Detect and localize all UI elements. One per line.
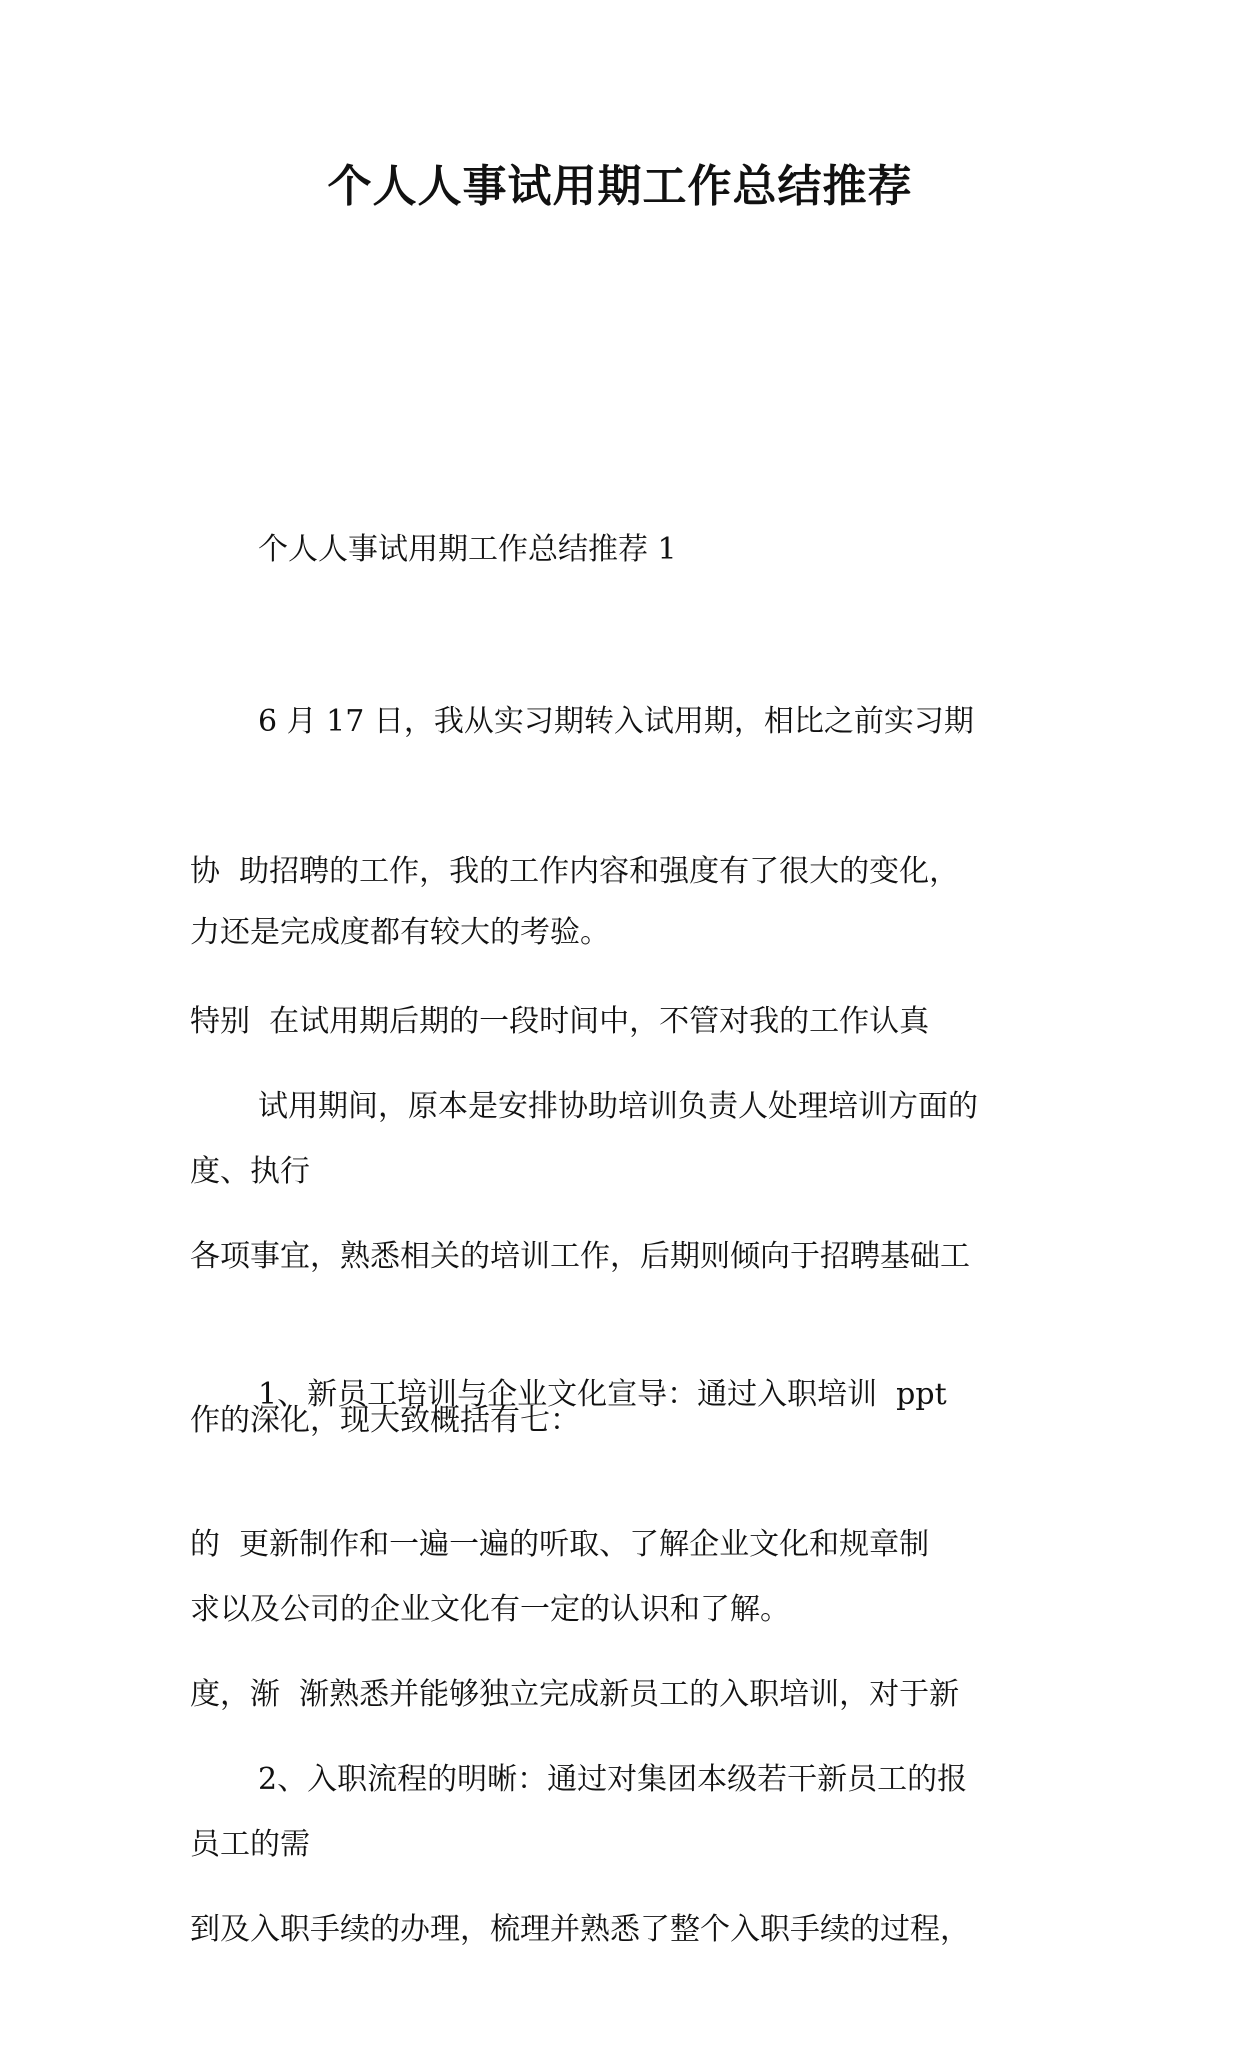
paragraph-line: 的 更新制作和一遍一遍的听取、了解企业文化和规章制	[190, 1527, 930, 1562]
paragraph-line: 2、入职流程的明晰：通过对集团本级若干新员工的报	[258, 1762, 968, 1797]
paragraph-line: 试用期间，原本是安排协助培训负责人处理培训方面的	[258, 1089, 978, 1124]
paragraph-6	[190, 1655, 1050, 2055]
paragraph-line: 度，渐 渐熟悉并能够独立完成新员工的入职培训，对于新	[190, 1677, 960, 1712]
paragraph-line: 求以及公司的企业文化有一定的认识和了解。	[190, 1592, 790, 1627]
section-heading-text: 个人人事试用期工作总结推荐 1	[258, 532, 677, 567]
paragraph-line: 6 月 17 日，我从实习期转入试用期，相比之前实习期	[258, 704, 974, 739]
paragraph-line: 度、执行	[190, 1154, 310, 1189]
paragraph-line: 作的深化，现大致概括有七：	[190, 1403, 580, 1438]
paragraph-line: 到及入职手续的办理，梳理并熟悉了整个入职手续的过程，	[190, 1912, 970, 1947]
paragraph-line: 1、新员工培训与企业文化宣导：通过入职培训 ppt	[258, 1377, 947, 1412]
paragraph-line: 员工的需	[190, 1827, 310, 1862]
paragraph-line: 特别 在试用期后期的一段时间中，不管对我的工作认真	[190, 1004, 930, 1039]
paragraph-line: 力还是完成度都有较大的考验。	[190, 915, 610, 950]
paragraph-line: 协 助招聘的工作，我的工作内容和强度有了很大的变化，	[190, 854, 960, 889]
document-title: 个人人事试用期工作总结推荐	[327, 161, 913, 212]
paragraph-line: 各项事宜，熟悉相关的培训工作，后期则倾向于招聘基础工	[190, 1239, 970, 1274]
